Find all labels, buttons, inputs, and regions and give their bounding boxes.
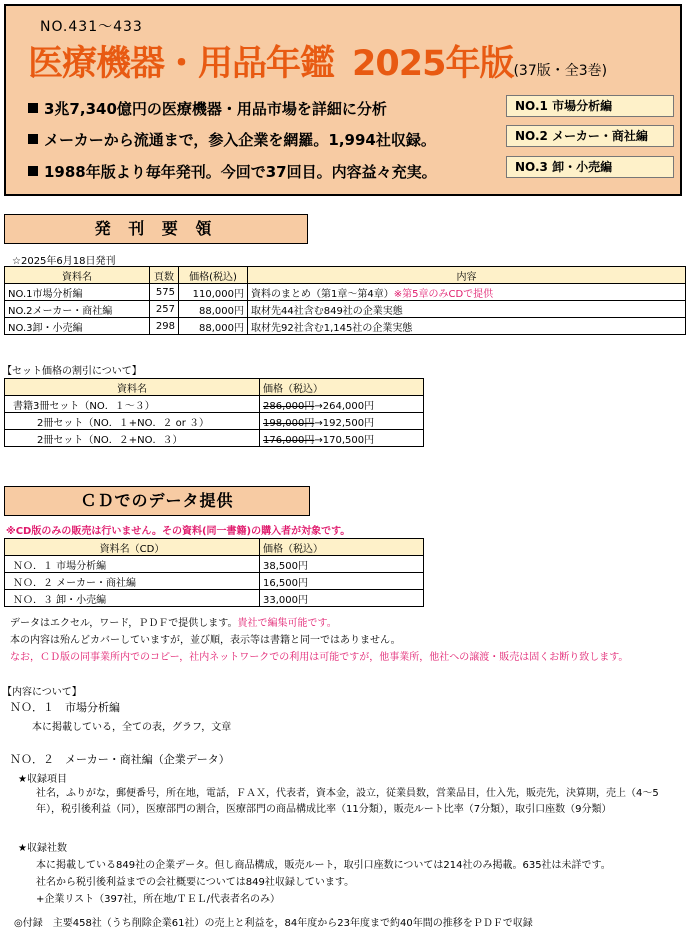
table-row (5, 301, 686, 318)
cell-name: ＮＯ．１ 市場分析編 (5, 556, 260, 573)
count-line-1: 本に掲載している849社の企業データ。但し商品構成，販売ルート，取引口座数については214社のみ掲載。635社は未詳です。 (36, 860, 611, 871)
cell-content (248, 284, 686, 301)
cell-price: 88,000円 (179, 318, 248, 335)
cell-pages: 298 (150, 318, 179, 335)
cd-note-3: なお，ＣＤ版の同事業所内でのコピー，社内ネットワークでの利用は可能ですが，他事業所，他社への譲渡・販売は固くお断り致します。 (10, 652, 629, 663)
cell-name: 2冊セット（NO．１+NO．２ or ３） (5, 413, 260, 430)
no1-title: ＮＯ．１ 市場分析編 (10, 701, 120, 714)
count-line-2: 社名から税引後利益までの会社概要については849社収録しています。 (36, 877, 355, 888)
set-discount-table (4, 378, 424, 447)
bullet-square-icon (28, 103, 38, 113)
note-highlight: 貴社で編集可能です。 (237, 618, 337, 629)
col-header: 資料名（CD） (5, 539, 260, 556)
bullet-text: 1988年版より毎年発刊。今回で37回目。内容益々充実。 (44, 163, 437, 181)
new-price: →192,500円 (314, 417, 375, 429)
new-price: →264,000円 (314, 400, 375, 412)
table-row (5, 590, 424, 607)
appendix-note: ◎付録 主要458社（うち削除企業61社）の売上と利益を，84年度から23年度まで約40年間の推移をＰＤＦで収録 (14, 918, 533, 929)
cell-price (260, 396, 424, 413)
title-text: 医療機器・用品年鑑 (28, 44, 335, 84)
cell-content: 取材先92社含む1,145社の企業実態 (248, 318, 686, 335)
publication-table (4, 266, 686, 335)
cd-note-2: 本の内容は殆んどカバーしていますが，並び順，表示等は書籍と同一ではありません。 (10, 635, 401, 646)
bullet-text: 3兆7,340億円の医療機器・用品市場を詳細に分析 (44, 100, 387, 118)
volume-box-3: NO.3 卸・小売編 (506, 156, 674, 178)
cell-price (260, 430, 424, 447)
cell-pages: 575 (150, 284, 179, 301)
cell-name: ＮＯ．３ 卸・小売編 (5, 590, 260, 607)
cd-note-1 (10, 614, 337, 629)
title-year: 2025 (352, 44, 446, 84)
title-year-suffix: 年版 (445, 44, 514, 84)
no1-description: 本に掲載している，全ての表，グラフ，文章 (32, 722, 232, 733)
old-price: 176,000円 (263, 434, 315, 446)
catalog-number: NO.431～433 (40, 19, 143, 35)
cell-price: 16,500円 (260, 573, 424, 590)
cell-name: ＮＯ．２ メーカー・商社編 (5, 573, 260, 590)
cell-price: 38,500円 (260, 556, 424, 573)
cd-heading: ＣＤでのデータ提供 (4, 486, 310, 516)
old-price: 198,000円 (263, 417, 315, 429)
table-row (5, 413, 424, 430)
cell-price: 88,000円 (179, 301, 248, 318)
content-text: 資料のまとめ（第1章～第4章） (251, 288, 394, 300)
col-header: 資料名 (5, 379, 260, 396)
set-discount-heading: 【セット価格の割引について】 (2, 366, 142, 377)
note-text: データはエクセル，ワード，ＰＤＦで提供します。 (10, 618, 238, 629)
volume-box-1: NO.1 市場分析編 (506, 95, 674, 117)
cell-name: 2冊セット（NO．２+NO．３） (5, 430, 260, 447)
old-price: 286,000円 (263, 400, 315, 412)
count-label: ★収録社数 (18, 843, 67, 854)
table-row (5, 396, 424, 413)
cell-price: 33,000円 (260, 590, 424, 607)
content-note: ※第5章のみCDで提供 (393, 288, 494, 300)
col-header: 価格（税込） (260, 379, 424, 396)
table-row (5, 556, 424, 573)
new-price: →170,500円 (314, 434, 375, 446)
cd-table (4, 538, 424, 607)
col-header: 内容 (248, 267, 686, 284)
count-line-3: +企業リスト（397社，所在地/ＴＥＬ/代表者名のみ） (36, 894, 281, 905)
bullet-square-icon (28, 134, 38, 144)
col-header: 価格（税込） (260, 539, 424, 556)
table-row (5, 573, 424, 590)
cell-price: 110,000円 (179, 284, 248, 301)
cell-price (260, 413, 424, 430)
contents-heading: 【内容について】 (2, 687, 82, 698)
table-row (5, 318, 686, 335)
volume-box-2: NO.2 メーカー・商社編 (506, 125, 674, 147)
feature-bullet (28, 129, 436, 150)
cell-name: NO.2メーカー・商社編 (5, 301, 150, 318)
col-header: 資料名 (5, 267, 150, 284)
table-header-row (5, 379, 424, 396)
feature-bullet (28, 98, 387, 119)
cd-notice: ※CD版のみの販売は行いません。その資料(同一書籍)の購入者が対象です。 (6, 526, 351, 537)
table-header-row (5, 267, 686, 284)
cell-name: NO.3卸・小売編 (5, 318, 150, 335)
bullet-square-icon (28, 166, 38, 176)
items-label: ★収録項目 (18, 774, 67, 785)
table-header-row (5, 539, 424, 556)
table-row (5, 430, 424, 447)
cell-name: NO.1市場分析編 (5, 284, 150, 301)
cell-pages: 257 (150, 301, 179, 318)
publication-heading: 発 刊 要 領 (4, 214, 308, 244)
publication-date: ☆2025年6月18日発刊 (12, 256, 116, 267)
header-banner (4, 4, 682, 196)
page-title (28, 36, 607, 86)
items-text: 社名，ふりがな，郵便番号，所在地，電話，ＦＡＸ，代表者，資本金，設立，従業員数，営業品目，仕入先，販売先，決算期，売上（4～5年），税引後利益（同），医療部門の割合，医療部門の商品構成比率（11分類），販売ルート比率（7分類），取引口座数（9分類） (36, 788, 659, 815)
edition-label: (37版・全3巻) (513, 63, 608, 79)
cell-name: 書籍3冊セット（NO．１～３） (5, 396, 260, 413)
feature-bullet (28, 161, 437, 182)
no2-title: ＮＯ．２ メーカー・商社編（企業データ） (10, 753, 230, 766)
table-row (5, 284, 686, 301)
bullet-text: メーカーから流通まで，参入企業を網羅。1,994社収録。 (44, 131, 436, 149)
col-header: 頁数 (150, 267, 179, 284)
col-header: 価格(税込) (179, 267, 248, 284)
cell-content: 取材先44社含む849社の企業実態 (248, 301, 686, 318)
